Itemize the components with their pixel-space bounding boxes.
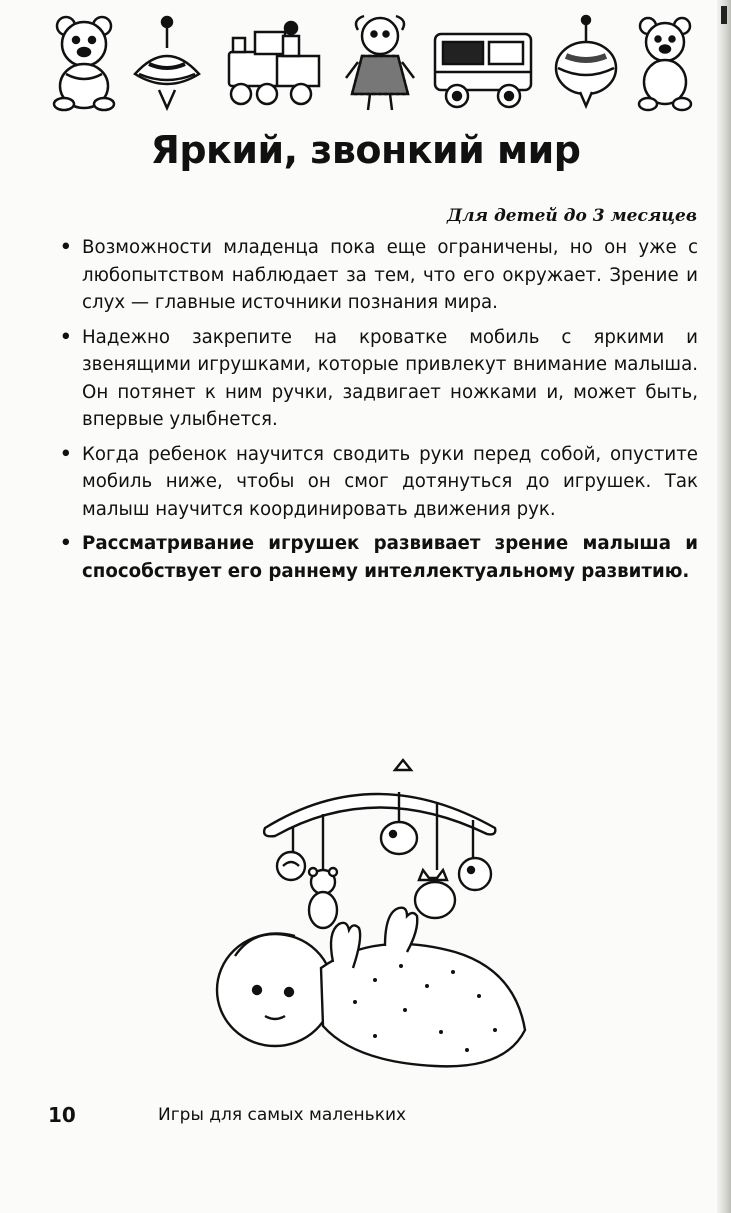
list-item	[60, 324, 698, 434]
list-item-text: Когда ребенок научится сводить руки перед собой, опустите мобиль ниже, чтобы он смог дотянуться до игрушек. Так малыш научится координировать движения рук.	[82, 443, 698, 520]
mobile-ball-toy	[277, 852, 305, 880]
mobile-cat-toy	[415, 870, 455, 918]
book-spine-shadow	[717, 0, 731, 1213]
list-item-text: Рассматривание игрушек развивает зрение малыша и способствует его раннему интеллектуальному развитию.	[82, 533, 698, 582]
page-title: Яркий, звонкий мир	[150, 128, 581, 172]
bullet-icon: •	[60, 443, 72, 465]
toy-train-icon	[229, 22, 319, 104]
rag-doll-icon	[346, 16, 414, 110]
list-item	[60, 234, 698, 317]
mobile-arm	[264, 794, 495, 836]
teddy-bear-icon-2	[639, 18, 691, 110]
list-item	[60, 441, 698, 524]
baby-figure	[217, 908, 525, 1067]
toy-truck-icon	[435, 34, 531, 107]
mobile-bird-toy	[381, 822, 417, 854]
bullet-icon: •	[60, 533, 72, 554]
spinning-top-icon	[135, 17, 199, 108]
spinning-top-icon-2	[556, 16, 616, 106]
mobile-fish-toy	[459, 858, 491, 890]
toy-illustration-row	[44, 12, 704, 112]
running-title: Игры для самых маленьких	[158, 1105, 407, 1125]
list-item-highlight	[60, 530, 698, 585]
mobile-bear-toy	[309, 868, 337, 928]
list-item-text: Надежно закрепите на кроватке мобиль с яркими и звенящими игрушками, которые привлекут внимание малыша. Он потянет к ним ручки, задвигает ножками и, может быть, впервые улыбнется.	[82, 326, 698, 430]
baby-mobile-illustration	[205, 740, 535, 1080]
bullet-icon: •	[60, 326, 72, 348]
advice-list	[60, 234, 698, 592]
spine-mark	[721, 6, 727, 24]
age-label: Для детей до 3 месяцев	[446, 206, 697, 226]
list-item-text: Возможности младенца пока еще ограничены, но он уже с любопытством наблюдает за тем, что его окружает. Зрение и слух — главные источники познания мира.	[82, 237, 698, 313]
page-number: 10	[48, 1103, 76, 1127]
bullet-icon: •	[60, 237, 72, 258]
teddy-bear-icon	[54, 17, 114, 110]
